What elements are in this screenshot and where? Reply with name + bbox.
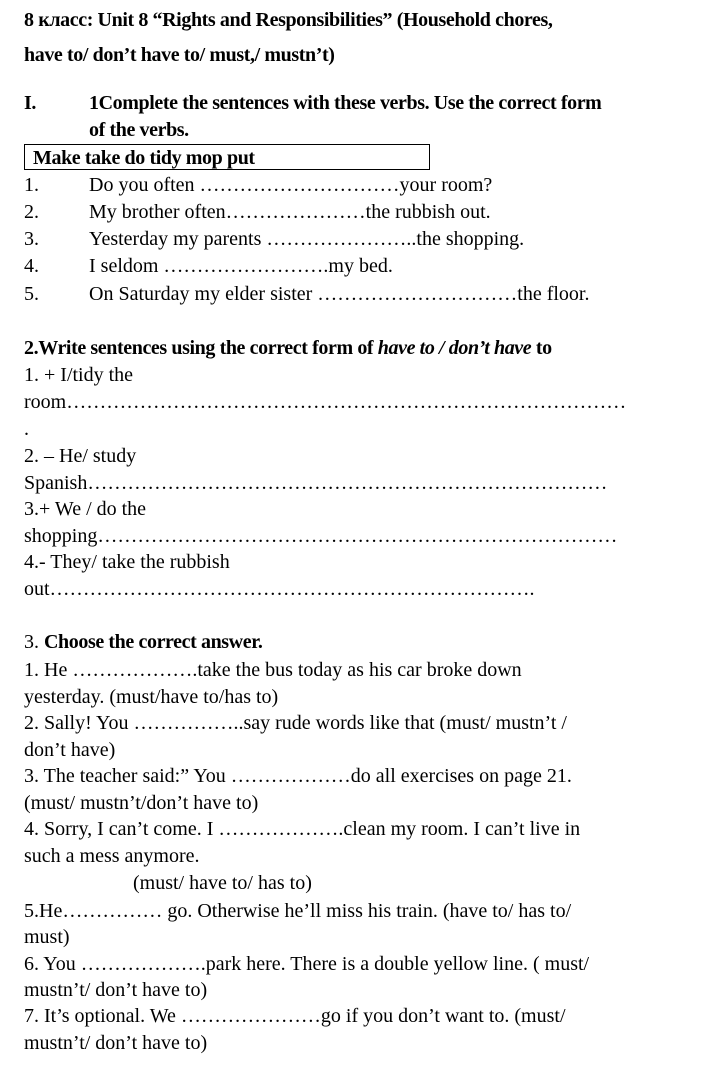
- line: shopping……………………………………………………………………: [24, 525, 618, 547]
- heading-suffix: to: [531, 337, 552, 359]
- word-box: Make take do tidy mop put: [24, 144, 430, 170]
- section-3-heading: [24, 629, 262, 655]
- line: mustn’t/ don’t have to): [24, 979, 208, 1001]
- line: 4.- They/ take the rubbish: [24, 551, 230, 573]
- list-item: I seldom …………………….my bed.: [89, 255, 393, 277]
- list-item: On Saturday my elder sister …………………………the floor.: [89, 283, 590, 305]
- line: out……………………………………………………………….: [24, 578, 535, 600]
- section-1-instruction: 1Complete the sentences with these verbs. Use the correct form: [89, 92, 602, 114]
- title-line-2: have to/ don’t have to/ must,/ mustn’t): [24, 44, 335, 66]
- line: don’t have): [24, 739, 116, 761]
- line: yesterday. (must/have to/has to): [24, 686, 279, 708]
- heading-number: 3.: [24, 631, 44, 653]
- line: .: [24, 418, 29, 440]
- heading-text: 2.Write sentences using the correct form of: [24, 337, 378, 359]
- line: (must/ mustn’t/don’t have to): [24, 792, 259, 814]
- line: 1. He ……………….take the bus today as his car broke down: [24, 659, 522, 681]
- item-number: 3.: [24, 228, 39, 250]
- line: Spanish……………………………………………………………………: [24, 472, 608, 494]
- section-2-heading: [24, 335, 552, 361]
- line: 1. + I/tidy the: [24, 364, 134, 386]
- section-1-number: I.: [24, 92, 36, 114]
- heading-text: Choose the correct answer.: [44, 631, 263, 653]
- list-item: Do you often …………………………your room?: [89, 174, 493, 196]
- line: 3.+ We / do the: [24, 498, 147, 520]
- item-number: 4.: [24, 255, 39, 277]
- line: 5.He…………… go. Otherwise he’ll miss his train. (have to/ has to/: [24, 900, 572, 922]
- line: room…………………………………………………………………………: [24, 391, 627, 413]
- line: 4. Sorry, I can’t come. I ……………….clean my room. I can’t live in: [24, 818, 581, 840]
- line: must): [24, 926, 70, 948]
- line: 3. The teacher said:” You ………………do all exercises on page 21.: [24, 765, 572, 787]
- line: 7. It’s optional. We …………………go if you don’t want to. (must/: [24, 1005, 566, 1027]
- line: (must/ have to/ has to): [133, 872, 312, 894]
- item-number: 1.: [24, 174, 39, 196]
- item-number: 2.: [24, 201, 39, 223]
- line: 2. Sally! You ……………..say rude words like that (must/ mustn’t /: [24, 712, 567, 734]
- heading-italic: have to / don’t have: [377, 337, 532, 359]
- section-1-instruction-cont: of the verbs.: [89, 119, 189, 141]
- line: 6. You ……………….park here. There is a double yellow line. ( must/: [24, 953, 590, 975]
- line: mustn’t/ don’t have to): [24, 1032, 208, 1054]
- line: such a mess anymore.: [24, 845, 200, 867]
- item-number: 5.: [24, 283, 39, 305]
- list-item: My brother often…………………the rubbish out.: [89, 201, 491, 223]
- list-item: Yesterday my parents …………………..the shopping.: [89, 228, 525, 250]
- line: 2. – He/ study: [24, 445, 137, 467]
- title-line-1: 8 класс: Unit 8 “Rights and Responsibilities” (Household chores,: [24, 9, 553, 31]
